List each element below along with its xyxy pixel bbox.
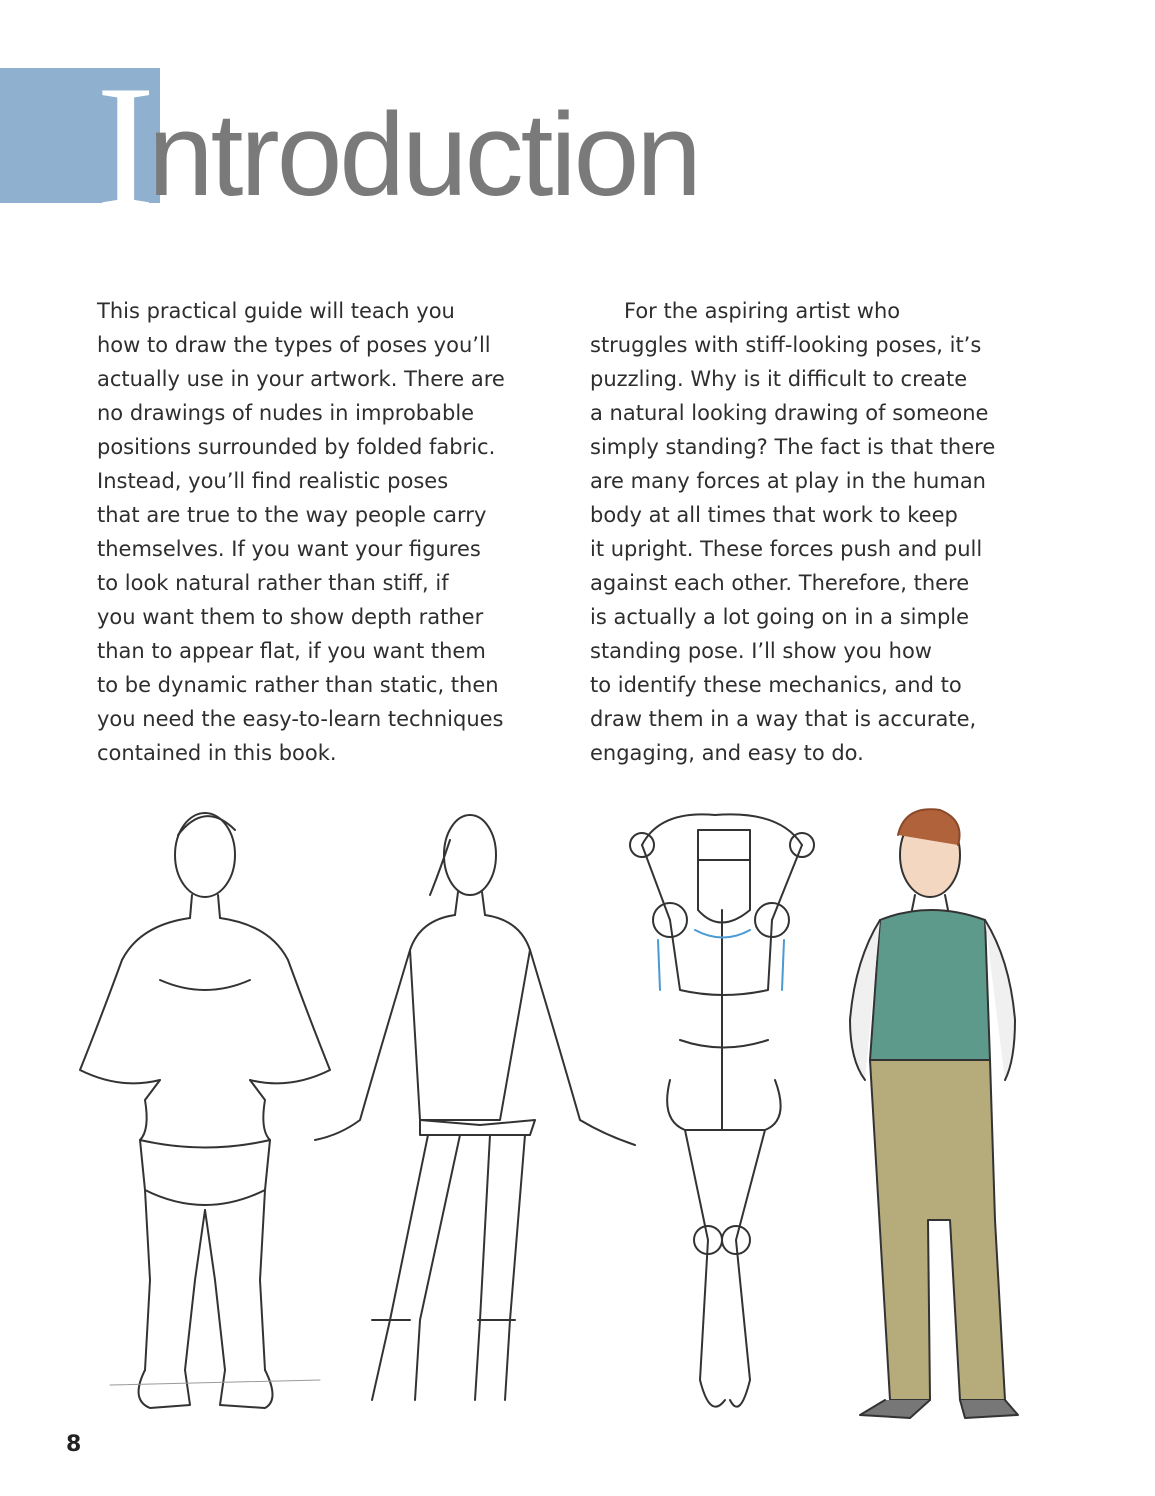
text-line: that are true to the way people carry — [97, 503, 487, 527]
page-title: ntroduction — [148, 89, 699, 221]
text-line: positions surrounded by folded fabric. — [97, 435, 496, 459]
text-line: a natural looking drawing of someone — [590, 401, 989, 425]
text-line: it upright. These forces push and pull — [590, 537, 983, 561]
text-line: body at all times that work to keep — [590, 503, 958, 527]
text-line: themselves. If you want your figures — [97, 537, 481, 561]
figure-man-green-vest — [850, 809, 1018, 1418]
text-line: is actually a lot going on in a simple — [590, 605, 970, 629]
text-line: you want them to show depth rather — [97, 605, 484, 629]
figure-illustrations — [60, 800, 1060, 1440]
text-line: This practical guide will teach you — [97, 299, 455, 323]
figure-man-hands-on-hips — [80, 813, 330, 1408]
text-line: engaging, and easy to do. — [590, 741, 864, 765]
text-line: Instead, you’ll find realistic poses — [97, 469, 449, 493]
intro-column-right — [590, 294, 1050, 770]
text-line: puzzling. Why is it difficult to create — [590, 367, 968, 391]
text-line: to be dynamic rather than static, then — [97, 673, 499, 697]
text-line: are many forces at play in the human — [590, 469, 986, 493]
text-line: contained in this book. — [97, 741, 337, 765]
figure-woman-back-view — [315, 815, 635, 1400]
text-line: draw them in a way that is accurate, — [590, 707, 977, 731]
text-line: simply standing? The fact is that there — [590, 435, 996, 459]
text-line: no drawings of nudes in improbable — [97, 401, 475, 425]
text-line-first — [590, 294, 1050, 328]
text-line: against each other. Therefore, there — [590, 571, 970, 595]
text-line: how to draw the types of poses you’ll — [97, 333, 491, 357]
text-line: to look natural rather than stiff, if — [97, 571, 449, 595]
intro-column-left — [97, 294, 557, 770]
text-line: to identify these mechanics, and to — [590, 673, 962, 697]
text-line: standing pose. I’ll show you how — [590, 639, 932, 663]
title-initial-letter: I — [96, 48, 154, 246]
text-line: For the aspiring artist who — [624, 299, 901, 323]
figure-construction-arms-overhead — [630, 814, 814, 1406]
text-line: than to appear flat, if you want them — [97, 639, 486, 663]
text-line: actually use in your artwork. There are — [97, 367, 505, 391]
text-line: you need the easy-to-learn techniques — [97, 707, 504, 731]
text-line: struggles with stiff-looking poses, it’s — [590, 333, 982, 357]
page-number: 8 — [66, 1432, 82, 1457]
